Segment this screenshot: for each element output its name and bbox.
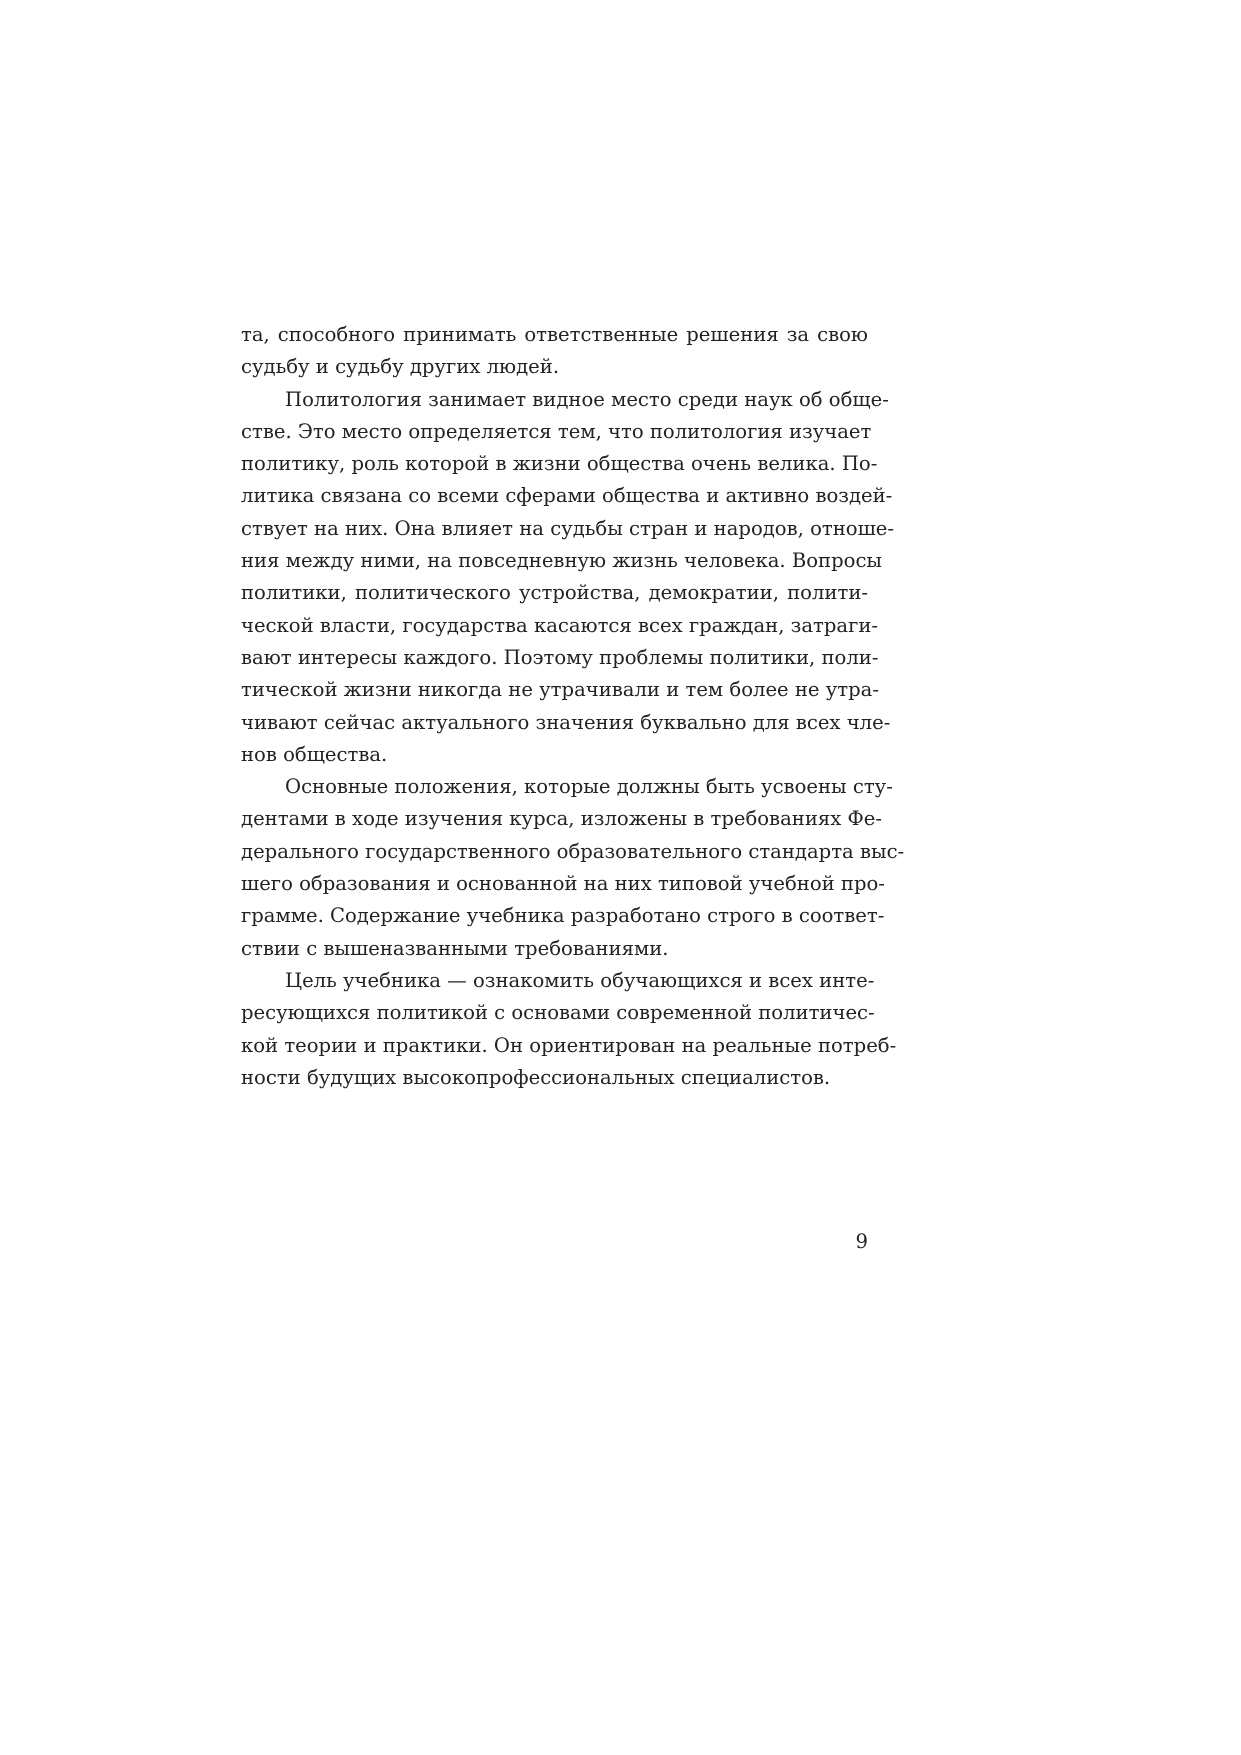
text-line: нов общества. — [241, 742, 388, 766]
paragraph — [241, 771, 905, 965]
text-line: кой теории и практики. Он ориентирован на реальные потреб- — [241, 1033, 897, 1057]
text-line: грамме. Содержание учебника разработано строго в соответ- — [241, 904, 885, 928]
page-number: 9 — [855, 1230, 868, 1253]
text-line: ствии с вышеназванными требованиями. — [241, 936, 669, 960]
text-line: та, способного принимать ответственные решения за свою — [241, 323, 868, 346]
text-line: вают интересы каждого. Поэтому проблемы политики, поли- — [241, 645, 879, 669]
paragraph — [241, 384, 895, 772]
paragraph — [241, 965, 897, 1094]
paragraph — [241, 319, 868, 384]
body-text — [241, 319, 905, 1094]
text-line: Основные положения, которые должны быть усвоены сту- — [285, 775, 893, 799]
text-line: политики, политического устройства, демократии, полити- — [241, 581, 868, 605]
text-line: судьбу и судьбу других людей. — [241, 355, 560, 379]
text-line: шего образования и основанной на них типовой учебной про- — [241, 872, 885, 896]
text-line: Политология занимает видное место среди наук об обще- — [285, 387, 889, 411]
text-line: чивают сейчас актуального значения буквально для всех чле- — [241, 710, 891, 734]
text-line: дентами в ходе изучения курса, изложены в требованиях Фе- — [241, 807, 882, 831]
text-line: дерального государственного образовательного стандарта выс- — [241, 839, 905, 863]
text-line: Цель учебника — ознакомить обучающихся и всех инте- — [285, 968, 875, 992]
text-line: стве. Это место определяется тем, что политология изучает — [241, 419, 872, 443]
text-line: тической жизни никогда не утрачивали и тем более не утра- — [241, 678, 879, 702]
text-line: ческой власти, государства касаются всех граждан, затраги- — [241, 613, 879, 637]
text-line: ности будущих высокопрофессиональных специалистов. — [241, 1065, 831, 1089]
text-line: ния между ними, на повседневную жизнь человека. Вопросы — [241, 549, 883, 573]
text-line: ресующихся политикой с основами современной политичес- — [241, 1001, 875, 1025]
text-line: ствует на них. Она влияет на судьбы стран и народов, отноше- — [241, 516, 895, 540]
text-line: политику, роль которой в жизни общества очень велика. По- — [241, 452, 878, 476]
text-line: литика связана со всеми сферами общества и активно воздей- — [241, 484, 893, 508]
